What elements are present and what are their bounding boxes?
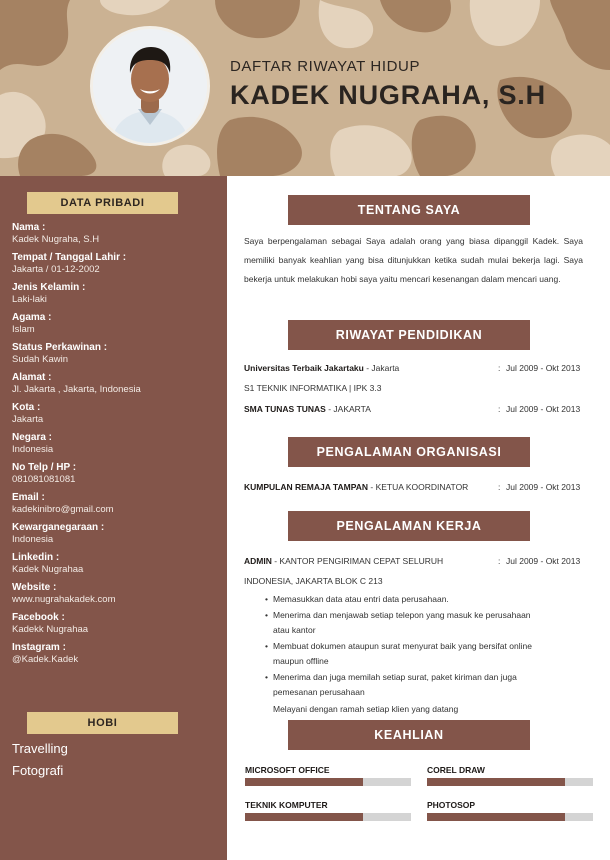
document-subtitle: DAFTAR RIWAYAT HIDUP <box>230 58 421 75</box>
hobby-item: Fotografi <box>12 763 64 778</box>
skill-item <box>245 800 411 821</box>
hobbies-list <box>12 738 68 782</box>
bullet-icon: • <box>265 671 268 682</box>
job-duty: • Menerima dan juga memilah setiap surat, paket kiriman dan juga pemesanan perusahaan <box>265 671 517 697</box>
about-title: TENTANG SAYA <box>288 195 530 225</box>
personal-item-phone: No Telp / HP : 081081081081 <box>12 462 77 485</box>
bullet-icon: • <box>265 640 268 651</box>
organization-date: Jul 2009 - Okt 2013 <box>506 482 581 492</box>
personal-item-facebook: Facebook : Kadekk Nugrahaa <box>12 612 89 635</box>
personal-item-religion: Agama : Islam <box>12 312 52 335</box>
sidebar <box>0 176 227 860</box>
institution-location: - Jakarta <box>363 363 400 373</box>
hobby-item: Travelling <box>12 741 68 756</box>
job-duty-note: Melayani dengan ramah setiap klien yang datang <box>273 703 459 714</box>
skill-bar-track <box>427 813 593 821</box>
skill-name: PHOTOSOP <box>427 800 476 810</box>
institution-name: Universitas Terbaik Jakartaku <box>244 363 364 373</box>
job-duty: • Membuat dokumen ataupun surat menyurat baik yang bersifat online maupun offline <box>265 640 532 666</box>
skill-item <box>427 800 593 821</box>
personal-item-website: Website : www.nugrahakadek.com <box>12 582 116 605</box>
bullet-icon: • <box>265 609 268 620</box>
about-text: Saya berpengalaman sebagai Saya adalah orang yang biasa dipanggil Kadek. Saya memiliki banyak keahlian yang bisa ditunjukkan ketika sudah mulai bekerja lagi. Saya bekerja untuk melakukan hobi saya yaitu mencari kesenangan dalam mencari uang. <box>244 236 583 284</box>
work-title: PENGALAMAN KERJA <box>288 511 530 541</box>
education-title: RIWAYAT PENDIDIKAN <box>288 320 530 350</box>
personal-item-instagram: Instagram : @Kadek.Kadek <box>12 642 79 665</box>
personal-item-email: Email : kadekinibro@gmail.com <box>12 492 114 515</box>
organization-name: KUMPULAN REMAJA TAMPAN <box>244 482 369 492</box>
header <box>0 0 610 176</box>
skill-item <box>427 765 593 786</box>
personal-item-marital-status: Status Perkawinan : Sudah Kawin <box>12 342 108 365</box>
work-entry: ADMIN - KANTOR PENGIRIMAN CEPAT SELURUH : Jul 2009 - Okt 2013 <box>244 556 581 566</box>
work-date: Jul 2009 - Okt 2013 <box>506 556 581 566</box>
bullet-icon: • <box>265 594 268 604</box>
skill-bar-fill <box>245 778 363 786</box>
profile-photo <box>90 26 210 146</box>
skill-name: TEKNIK KOMPUTER <box>245 800 328 810</box>
skill-bar-fill <box>427 778 565 786</box>
organization-title: PENGALAMAN ORGANISASI <box>288 437 530 467</box>
education-entry: SMA TUNAS TUNAS - JAKARTA : Jul 2009 - Okt 2013 <box>244 404 581 414</box>
personal-item-address: Alamat : Jl. Jakarta , Jakarta, Indonesia <box>12 372 141 395</box>
job-title: ADMIN <box>244 556 272 566</box>
personal-item-gender: Jenis Kelamin : Laki-laki <box>12 282 86 305</box>
organization-role: - KETUA KOORDINATOR <box>368 482 469 492</box>
job-duty: • Menerima dan menjawab setiap telepon yang masuk ke perusahaan atau kantor <box>265 609 531 635</box>
personal-item-birth: Tempat / Tanggal Lahir : Jakarta / 01-12-2002 <box>12 252 127 275</box>
personal-item-city: Kota : Jakarta <box>12 402 44 425</box>
personal-data-title: DATA PRIBADI <box>27 192 178 214</box>
personal-data-list <box>12 222 222 672</box>
job-location: INDONESIA, JAKARTA BLOK C 213 <box>244 576 383 586</box>
person-name: KADEK NUGRAHA, S.H <box>230 80 546 110</box>
education-entry: Universitas Terbaik Jakartaku - Jakarta : Jul 2009 - Okt 2013 <box>244 363 581 373</box>
main-content <box>227 176 610 860</box>
institution-name: SMA TUNAS TUNAS <box>244 404 326 414</box>
personal-item-citizenship: Kewarganegaraan : Indonesia <box>12 522 105 545</box>
skill-name: MICROSOFT OFFICE <box>245 765 330 775</box>
job-company: - KANTOR PENGIRIMAN CEPAT SELURUH <box>271 556 444 566</box>
education-degree: S1 TEKNIK INFORMATIKA | IPK 3.3 <box>244 383 382 393</box>
job-duties-list <box>265 592 585 717</box>
skills-title: KEAHLIAN <box>288 720 530 750</box>
skill-bar-track <box>245 813 411 821</box>
personal-item-linkedin: Linkedin : Kadek Nugrahaa <box>12 552 84 575</box>
skill-bar-track <box>245 778 411 786</box>
hobbies-title: HOBI <box>27 712 178 734</box>
personal-item-country: Negara : Indonesia <box>12 432 54 455</box>
skill-bar-track <box>427 778 593 786</box>
education-date: Jul 2009 - Okt 2013 <box>506 404 581 414</box>
skill-name: COREL DRAW <box>427 765 485 775</box>
skill-item <box>245 765 411 786</box>
skill-bar-fill <box>427 813 565 821</box>
person-avatar-icon <box>93 29 207 143</box>
personal-item-name: Nama : Kadek Nugraha, S.H <box>12 222 100 245</box>
institution-location: - JAKARTA <box>325 404 371 414</box>
skill-bar-fill <box>245 813 363 821</box>
organization-entry: KUMPULAN REMAJA TAMPAN - KETUA KOORDINATOR : Jul 2009 - Okt 2013 <box>244 482 581 492</box>
education-date: Jul 2009 - Okt 2013 <box>506 363 581 373</box>
job-duty: • Memasukkan data atau entri data perusahaan. <box>265 592 585 608</box>
